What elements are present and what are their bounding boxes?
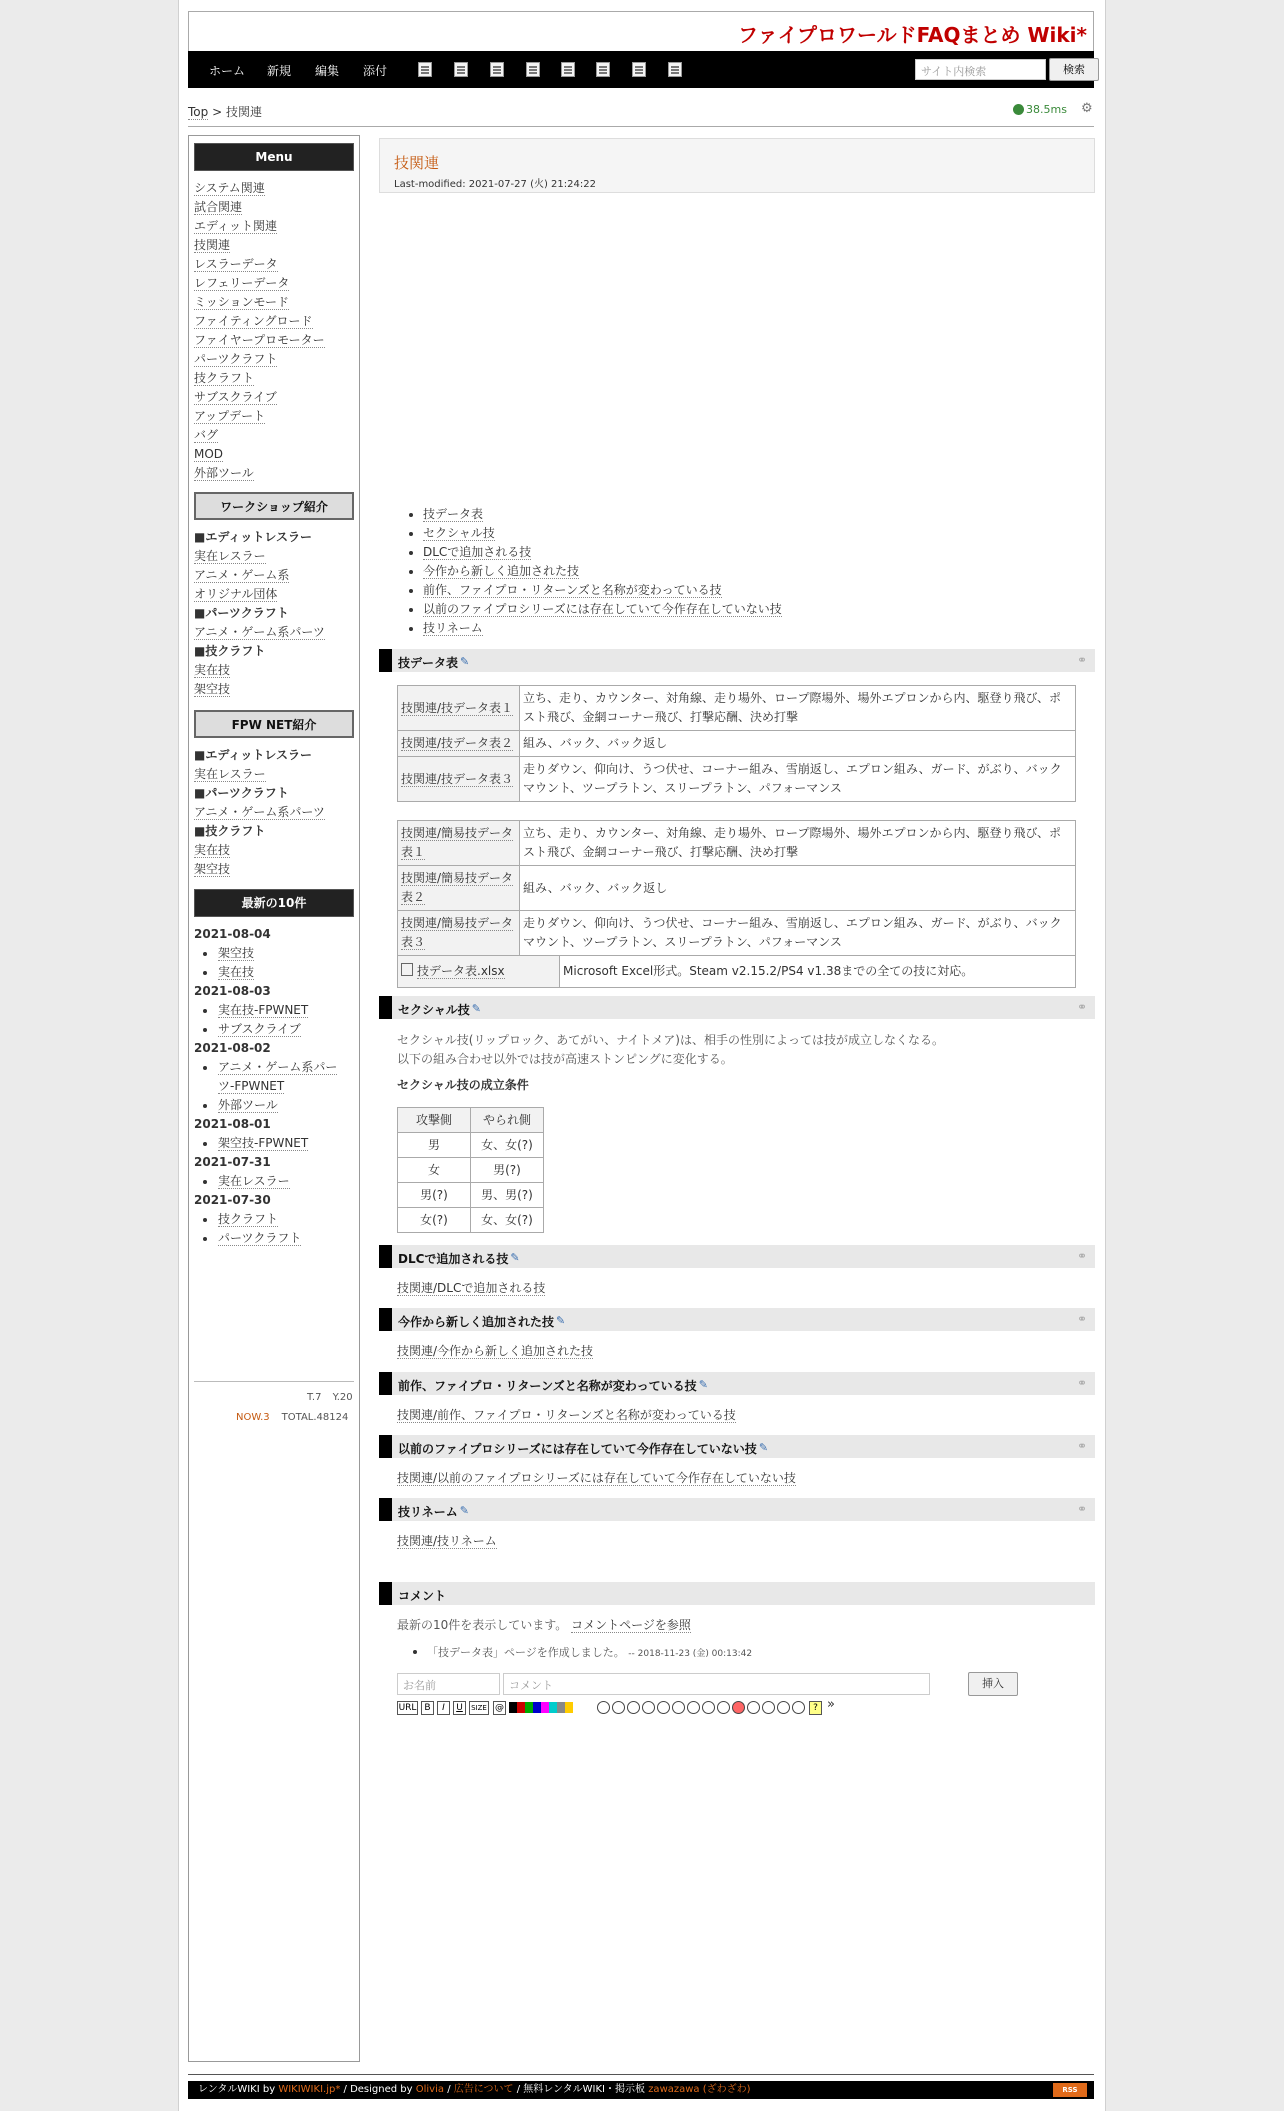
sidebar-item	[194, 680, 359, 699]
color-blue-swatch[interactable]	[533, 1702, 541, 1713]
table-key-cell	[398, 731, 520, 757]
sidebar-item	[194, 350, 359, 369]
sidebar-item	[194, 407, 359, 426]
waza-data-table-1	[397, 685, 1076, 802]
footer-rental: レンタルWIKI by	[198, 2084, 276, 2095]
table-row	[398, 821, 1076, 866]
comment-submit-button[interactable]: 挿入	[968, 1672, 1018, 1696]
sidebar-group-label	[194, 642, 359, 661]
comment-name-input[interactable]: お名前	[397, 1673, 500, 1695]
footer-ad-link[interactable]: 広告について	[453, 2084, 514, 2095]
color-cyan-swatch[interactable]	[549, 1702, 557, 1713]
sidebar-item	[194, 464, 359, 483]
freeze-icon[interactable]	[526, 62, 540, 77]
footer-designed: / Designed by	[343, 2084, 413, 2095]
counter-today-yesterday	[307, 1392, 353, 1403]
footer-olivia-link[interactable]: Olivia	[415, 2084, 444, 2095]
copy-icon[interactable]	[596, 62, 610, 77]
smiley-icon[interactable]	[612, 1701, 625, 1714]
waza-file-table	[397, 955, 1076, 988]
counter-today: T.7	[307, 1392, 322, 1403]
sidebar-item	[194, 566, 359, 585]
sidebar-link[interactable]: 実在レスラー	[194, 767, 266, 781]
toc-link[interactable]: DLCで追加される技	[423, 545, 532, 559]
sidebar-link[interactable]: MOD	[194, 447, 224, 461]
sexual-subtitle: セクシャル技の成立条件	[397, 1078, 529, 1092]
footer-free: / 無料レンタルWIKI・掲示板	[516, 2084, 645, 2095]
section-title: DLCで追加される技	[398, 1252, 509, 1266]
section-title: セクシャル技	[398, 1003, 470, 1017]
page-title: 技関連	[394, 154, 440, 172]
breadcrumb	[188, 103, 262, 120]
sidebar-link[interactable]: 外部ツール	[194, 466, 254, 480]
color-black-swatch[interactable]	[509, 1702, 517, 1713]
smiley-icon[interactable]	[717, 1701, 730, 1714]
table-row	[398, 686, 1076, 731]
recent-link[interactable]: サブスクライブ	[218, 1022, 301, 1036]
page-container	[178, 0, 1106, 2111]
dlc-page-link[interactable]: 技関連/DLCで追加される技	[397, 1281, 546, 1295]
counter-now: NOW.3	[236, 1412, 270, 1423]
sidebar-group-label	[194, 784, 359, 803]
toc-link[interactable]: 前作、ファイプロ・リターンズと名称が変わっている技	[423, 583, 722, 597]
recent-link[interactable]: 架空技-FPWNET	[218, 1136, 309, 1150]
recent-item	[194, 1229, 359, 1248]
removed-page-link[interactable]: 技関連/以前のファイプロシリーズには存在していて今作存在していない技	[397, 1471, 796, 1485]
renamed-page-link[interactable]: 技関連/前作、ファイプロ・リターンズと名称が変わっている技	[397, 1408, 736, 1422]
smiley-icon[interactable]	[597, 1701, 610, 1714]
comment-page-link[interactable]: コメントページを参照	[571, 1618, 691, 1632]
recent-item	[194, 1020, 359, 1039]
sidebar-link[interactable]: 実在技	[194, 663, 231, 677]
rss-feed-icon[interactable]: RSS FEED	[1053, 2083, 1087, 2097]
table-page-link[interactable]: 技関連/技データ表１	[401, 700, 514, 715]
pdf-icon[interactable]	[490, 62, 504, 77]
sidebar-link[interactable]: 技クラフト	[194, 371, 255, 385]
recent-item	[194, 1001, 359, 1020]
comment-note	[397, 1616, 691, 1635]
table-row	[398, 1183, 544, 1208]
table-value-cell: 立ち、走り、カウンター、対角線、走り場外、ロープ際場外、場外エプロンから内、駆登り飛び、ポスト飛び、金網コーナー飛び、打撃応酬、決め打撃	[520, 821, 1076, 866]
edit-pencil-icon[interactable]: ✎	[758, 1441, 769, 1454]
table-key-cell	[398, 866, 520, 911]
group-label: ■技クラフト	[194, 824, 266, 838]
bullet	[413, 1650, 417, 1654]
anchor-link-icon[interactable]: ⚭	[1076, 653, 1087, 667]
smiley-icon[interactable]	[642, 1701, 655, 1714]
table-key-cell	[398, 821, 520, 866]
smiley-icon[interactable]	[702, 1701, 715, 1714]
anchor-link-icon[interactable]: ⚭	[1076, 1439, 1087, 1453]
recent-date: 2021-08-01	[194, 1117, 271, 1131]
table-cell: 女、女(?)	[471, 1133, 544, 1158]
footer-divider	[188, 2074, 1094, 2075]
sidebar-item	[194, 445, 359, 464]
table-of-contents	[407, 505, 782, 638]
sidebar-item	[194, 274, 359, 293]
table-cell: 男	[398, 1133, 471, 1158]
section-new-heading	[379, 1308, 1095, 1331]
anchor-link-icon[interactable]: ⚭	[1076, 1376, 1087, 1390]
table-value-cell: 立ち、走り、カウンター、対角線、走り場外、ロープ際場外、場外エプロンから内、駆登り飛び、ポスト飛び、金網コーナー飛び、打撃応酬、決め打撃	[520, 686, 1076, 731]
nav-new-link[interactable]: 新規	[267, 64, 292, 78]
color-red-swatch[interactable]	[517, 1702, 525, 1713]
smiley-icon[interactable]	[657, 1701, 670, 1714]
section-removed-heading	[379, 1435, 1095, 1458]
section-renamed-heading	[379, 1372, 1095, 1395]
sidebar-link[interactable]: システム関連	[194, 181, 265, 195]
breadcrumb-current: 技関連	[225, 105, 262, 119]
sidebar-item	[194, 331, 359, 350]
sidebar-link[interactable]: パーツクラフト	[194, 352, 278, 366]
sexual-line-2: 以下の組み合わせ以外では技が高速ストンピングに変化する。	[397, 1052, 733, 1066]
smiley-icon[interactable]	[747, 1701, 760, 1714]
table-value-cell: 組み、バック、バック返し	[520, 866, 1076, 911]
sidebar-link[interactable]: 架空技	[194, 682, 231, 696]
footer-wikiwiki-link[interactable]: WIKIWIKI.jp*	[278, 2084, 341, 2095]
comment-heading	[379, 1582, 1095, 1605]
sidebar-item	[194, 179, 359, 198]
recent-link[interactable]: ツ-FPWNET	[218, 1079, 285, 1093]
edit-pencil-icon[interactable]: ✎	[556, 1314, 566, 1327]
group-label: ■技クラフト	[194, 644, 266, 658]
gear-icon[interactable]: ⚙	[1081, 101, 1093, 116]
table-page-link[interactable]: 技関連/簡易技データ表１	[401, 826, 514, 859]
recent-link[interactable]: パーツクラフト	[218, 1231, 302, 1245]
backup-icon[interactable]	[454, 62, 468, 77]
section-waza-data-heading	[379, 649, 1095, 672]
footer	[188, 2081, 1094, 2108]
perf-indicator	[1013, 103, 1067, 116]
table-page-link[interactable]: 技関連/簡易技データ表３	[401, 916, 514, 949]
sidebar-link[interactable]: アニメ・ゲーム系パーツ	[194, 625, 325, 639]
sidebar-link[interactable]: ファイヤープロモーター	[194, 333, 325, 347]
sidebar-divider	[194, 1381, 354, 1382]
navbar	[188, 51, 1094, 88]
table-row	[398, 757, 1076, 802]
color-green-swatch[interactable]	[525, 1702, 533, 1713]
toc-link[interactable]: 技リネーム	[423, 621, 483, 635]
table-page-link[interactable]: 技関連/技データ表２	[401, 736, 514, 750]
toc-item	[407, 543, 782, 562]
sidebar-item	[194, 547, 359, 566]
sidebar-link[interactable]: レスラーデータ	[194, 257, 278, 271]
edit-pencil-icon[interactable]: ✎	[698, 1378, 708, 1391]
table-row	[398, 1158, 544, 1183]
comment-text-input[interactable]: コメント	[503, 1673, 930, 1695]
recent-item	[194, 963, 359, 982]
sidebar-link[interactable]: オリジナル団体	[194, 587, 278, 601]
table-row	[398, 956, 1076, 988]
comment-item-time: -- 2018-11-23 (金) 00:13:42	[628, 1649, 753, 1659]
section-title: 技データ表	[398, 656, 459, 670]
breadcrumb-top-link[interactable]: Top	[188, 105, 209, 119]
sidebar-item	[194, 388, 359, 407]
anchor-link-icon[interactable]: ⚭	[1076, 1249, 1087, 1263]
table-key-cell	[398, 911, 520, 956]
toc-item	[407, 619, 782, 638]
table-page-link[interactable]: 技関連/技データ表３	[401, 771, 514, 786]
recent-item	[194, 1058, 359, 1077]
toc-link[interactable]: 今作から新しく追加された技	[423, 564, 580, 578]
table-row	[398, 911, 1076, 956]
smiley-icon[interactable]	[672, 1701, 685, 1714]
sidebar-item	[194, 803, 359, 822]
comment-item-text: 「技データ表」ページを作成しました。	[427, 1646, 625, 1659]
sidebar-link[interactable]: アニメ・ゲーム系パーツ	[194, 805, 325, 819]
sidebar-item	[194, 841, 359, 860]
breadcrumb-separator: >	[208, 105, 226, 119]
color-gray-swatch[interactable]	[557, 1702, 565, 1713]
footer-zawazawa-link[interactable]: zawazawa (ざわざわ)	[648, 2084, 751, 2095]
edit-pencil-icon[interactable]: ✎	[510, 1251, 520, 1264]
table-row	[398, 1133, 544, 1158]
perf-time: 38.5ms	[1026, 103, 1067, 116]
recent-heading: 最新の10件	[194, 889, 354, 917]
sexual-description	[397, 1031, 944, 1069]
toc-link[interactable]: セクシャル技	[423, 526, 495, 540]
table-cell: 男(?)	[471, 1158, 544, 1183]
toc-link[interactable]: 以前のファイプロシリーズには存在していて今作存在していない技	[423, 602, 782, 616]
sidebar-link[interactable]: エディット関連	[194, 219, 278, 233]
sidebar-item	[194, 426, 359, 445]
toc-item	[407, 524, 782, 543]
sidebar-item	[194, 369, 359, 388]
counter-total: TOTAL.48124	[281, 1412, 349, 1423]
recent-list	[194, 925, 359, 1248]
site-search-input[interactable]: サイト内検索	[915, 59, 1046, 80]
rename-page-link[interactable]: 技関連/技リネーム	[397, 1534, 497, 1548]
header-divider	[188, 126, 1094, 127]
sidebar-item	[194, 623, 359, 642]
sidebar-link[interactable]: 実在レスラー	[194, 549, 266, 563]
site-title[interactable]: ファイプロワールドFAQまとめ Wiki*	[738, 23, 1087, 47]
sidebar-link[interactable]: ミッションモード	[194, 295, 290, 309]
counter-yesterday: Y.20	[332, 1392, 353, 1403]
section-title: 前作、ファイプロ・リターンズと名称が変わっている技	[398, 1379, 697, 1393]
sidebar-link[interactable]: アップデート	[194, 409, 266, 423]
section-rename-heading	[379, 1498, 1095, 1521]
comment-item	[413, 1643, 752, 1664]
recent-date: 2021-08-04	[194, 927, 271, 941]
menu-list	[194, 179, 359, 483]
recent-item	[194, 1077, 359, 1096]
sidebar-group-label	[194, 822, 359, 841]
group-label: ■エディットレスラー	[194, 530, 313, 544]
waza-data-table-2	[397, 820, 1076, 956]
recent-item	[194, 1134, 359, 1153]
smiley-icon[interactable]	[762, 1701, 775, 1714]
nav-attach-link[interactable]: 添付	[363, 64, 388, 78]
sidebar-link[interactable]: サブスクライブ	[194, 390, 277, 404]
sexual-conditions-table	[397, 1107, 544, 1233]
group-label: ■エディットレスラー	[194, 748, 313, 762]
sidebar-group-label	[194, 746, 359, 765]
file-description: Microsoft Excel形式。Steam v2.15.2/PS4 v1.38までの全ての技に対応。	[560, 956, 1076, 988]
sidebar-link[interactable]: 実在技	[194, 843, 231, 857]
recent-date: 2021-08-03	[194, 984, 271, 998]
sidebar-link[interactable]: 試合関連	[194, 200, 243, 214]
table-header-cell: やられ側	[471, 1108, 544, 1133]
table-value-cell: 組み、バック、バック返し	[520, 731, 1076, 757]
smiley-icon[interactable]	[687, 1701, 700, 1714]
table-header-cell: 攻撃側	[398, 1108, 471, 1133]
toc-item	[407, 505, 782, 524]
sidebar-item	[194, 293, 359, 312]
group-label: ■パーツクラフト	[194, 786, 289, 800]
sidebar-group-label	[194, 604, 359, 623]
recent-item	[194, 944, 359, 963]
recent-link[interactable]: 実在技-FPWNET	[218, 1003, 309, 1017]
recent-item	[194, 1096, 359, 1115]
recent-item	[194, 1172, 359, 1191]
recent-date: 2021-08-02	[194, 1041, 271, 1055]
toc-link[interactable]: 技データ表	[423, 507, 484, 521]
file-icon	[401, 963, 413, 976]
counter-now-total	[236, 1412, 348, 1423]
site-header	[188, 11, 1094, 51]
fpwnet-heading: FPW NET紹介	[194, 710, 354, 738]
sidebar-link[interactable]: 技関連	[194, 238, 231, 252]
toc-item	[407, 581, 782, 600]
table-cell: 女、女(?)	[471, 1208, 544, 1233]
table-header-row	[398, 1108, 544, 1133]
tool-bold-button[interactable]: B	[421, 1701, 434, 1715]
sidebar-item	[194, 661, 359, 680]
edit-pencil-icon[interactable]: ✎	[460, 655, 470, 668]
sexual-line-1: セクシャル技(リップロック、あてがい、ナイトメア)は、相手の性別によっては技が成立しなくなる。	[397, 1033, 944, 1047]
workshop-list	[194, 528, 359, 699]
menu-heading: Menu	[194, 143, 354, 171]
table-cell: 男、男(?)	[471, 1183, 544, 1208]
section-title: 今作から新しく追加された技	[398, 1315, 555, 1329]
section-dlc-heading	[379, 1245, 1095, 1268]
sidebar-link[interactable]: アニメ・ゲーム系	[194, 568, 290, 582]
table-row	[398, 1208, 544, 1233]
nav-edit-link[interactable]: 編集	[315, 64, 340, 78]
toc-item	[407, 600, 782, 619]
smiley-icon[interactable]	[777, 1701, 790, 1714]
list-icon[interactable]	[632, 62, 646, 77]
edit-pencil-icon[interactable]: ✎	[471, 1002, 481, 1015]
sidebar-link[interactable]: 架空技	[194, 862, 231, 876]
table-value-cell: 走りダウン、仰向け、うつ伏せ、コーナー組み、雪崩返し、エプロン組み、ガード、がぶり、バックマウント、ツープラトン、スリープラトン、パフォーマンス	[520, 757, 1076, 802]
section-sexual-heading	[379, 996, 1095, 1019]
color-magenta-swatch[interactable]	[541, 1702, 549, 1713]
recent-link[interactable]: 実在技	[218, 965, 255, 979]
smiley-icon[interactable]	[732, 1701, 745, 1714]
toc-item	[407, 562, 782, 581]
sidebar	[188, 135, 360, 2062]
footer-sep: /	[447, 2084, 451, 2095]
help-icon[interactable]	[668, 62, 682, 77]
edit-pencil-icon[interactable]: ✎	[459, 1504, 469, 1517]
anchor-link-icon[interactable]: ⚭	[1076, 1502, 1087, 1516]
recent-date: 2021-07-30	[194, 1193, 271, 1207]
sidebar-link[interactable]: ファイティングロード	[194, 314, 313, 328]
tool-underline-button[interactable]: U	[453, 1701, 466, 1715]
tool-size-button[interactable]: SIZE	[469, 1701, 489, 1715]
anchor-link-icon[interactable]: ⚭	[1076, 1312, 1087, 1326]
comment-title: コメント	[398, 1589, 447, 1603]
recent-link[interactable]: アニメ・ゲーム系パー	[218, 1060, 338, 1074]
group-label: ■パーツクラフト	[194, 606, 289, 620]
recent-link[interactable]: 架空技	[218, 946, 255, 960]
more-tools-icon[interactable]: »	[827, 1697, 835, 1712]
anchor-link-icon[interactable]: ⚭	[1076, 1000, 1087, 1014]
table-key-cell	[398, 686, 520, 731]
recent-link[interactable]: 技クラフト	[218, 1212, 279, 1226]
table-row	[398, 731, 1076, 757]
last-modified: Last-modified: 2021-07-27 (火) 21:24:22	[394, 179, 596, 190]
sidebar-item	[194, 860, 359, 879]
diff-icon[interactable]	[418, 62, 432, 77]
sidebar-item	[194, 217, 359, 236]
recent-item	[194, 1210, 359, 1229]
table-page-link[interactable]: 技関連/簡易技データ表２	[401, 871, 514, 904]
title-box	[379, 138, 1095, 193]
sidebar-link[interactable]: レフェリーデータ	[194, 276, 290, 290]
fpwnet-list	[194, 746, 359, 879]
search-button[interactable]: 検索	[1049, 58, 1099, 81]
sidebar-item	[194, 312, 359, 331]
timer-icon	[1013, 104, 1024, 115]
recent-link[interactable]: 実在レスラー	[218, 1174, 290, 1188]
smiley-icon[interactable]	[627, 1701, 640, 1714]
sidebar-item	[194, 585, 359, 604]
table-row	[398, 866, 1076, 911]
color-yellow-swatch[interactable]	[565, 1702, 573, 1713]
comment-note-text: 最新の10件を表示しています。	[397, 1618, 568, 1632]
sidebar-item	[194, 765, 359, 784]
sidebar-item	[194, 255, 359, 274]
tool-url-button[interactable]: URL	[398, 1703, 417, 1713]
waza-xlsx-link[interactable]: 技データ表.xlsx	[417, 964, 505, 978]
table-cell: 女(?)	[398, 1208, 471, 1233]
recent-date: 2021-07-31	[194, 1155, 271, 1169]
workshop-heading: ワークショップ紹介	[194, 492, 354, 520]
tool-italic-button[interactable]: I	[437, 1701, 450, 1715]
table-key-cell	[398, 757, 520, 802]
nav-home-link[interactable]: ホーム	[209, 64, 246, 78]
sidebar-item	[194, 198, 359, 217]
recent-link[interactable]: 外部ツール	[218, 1098, 278, 1112]
tool-attach-button[interactable]: @	[495, 1703, 504, 1713]
section-title: 以前のファイプロシリーズには存在していて今作存在していない技	[398, 1442, 757, 1456]
table-value-cell: 走りダウン、仰向け、うつ伏せ、コーナー組み、雪崩返し、エプロン組み、ガード、がぶり、バックマウント、ツープラトン、スリープラトン、パフォーマンス	[520, 911, 1076, 956]
rename-icon[interactable]	[561, 62, 575, 77]
file-cell	[398, 956, 560, 988]
tool-hint-button[interactable]: ?	[809, 1701, 822, 1715]
table-cell: 女	[398, 1158, 471, 1183]
sidebar-item	[194, 236, 359, 255]
section-title: 技リネーム	[398, 1505, 458, 1519]
table-cell: 男(?)	[398, 1183, 471, 1208]
new-page-link[interactable]: 技関連/今作から新しく追加された技	[397, 1344, 594, 1358]
sidebar-group-label	[194, 528, 359, 547]
smiley-icon[interactable]	[792, 1701, 805, 1714]
sidebar-link[interactable]: バグ	[194, 428, 219, 442]
